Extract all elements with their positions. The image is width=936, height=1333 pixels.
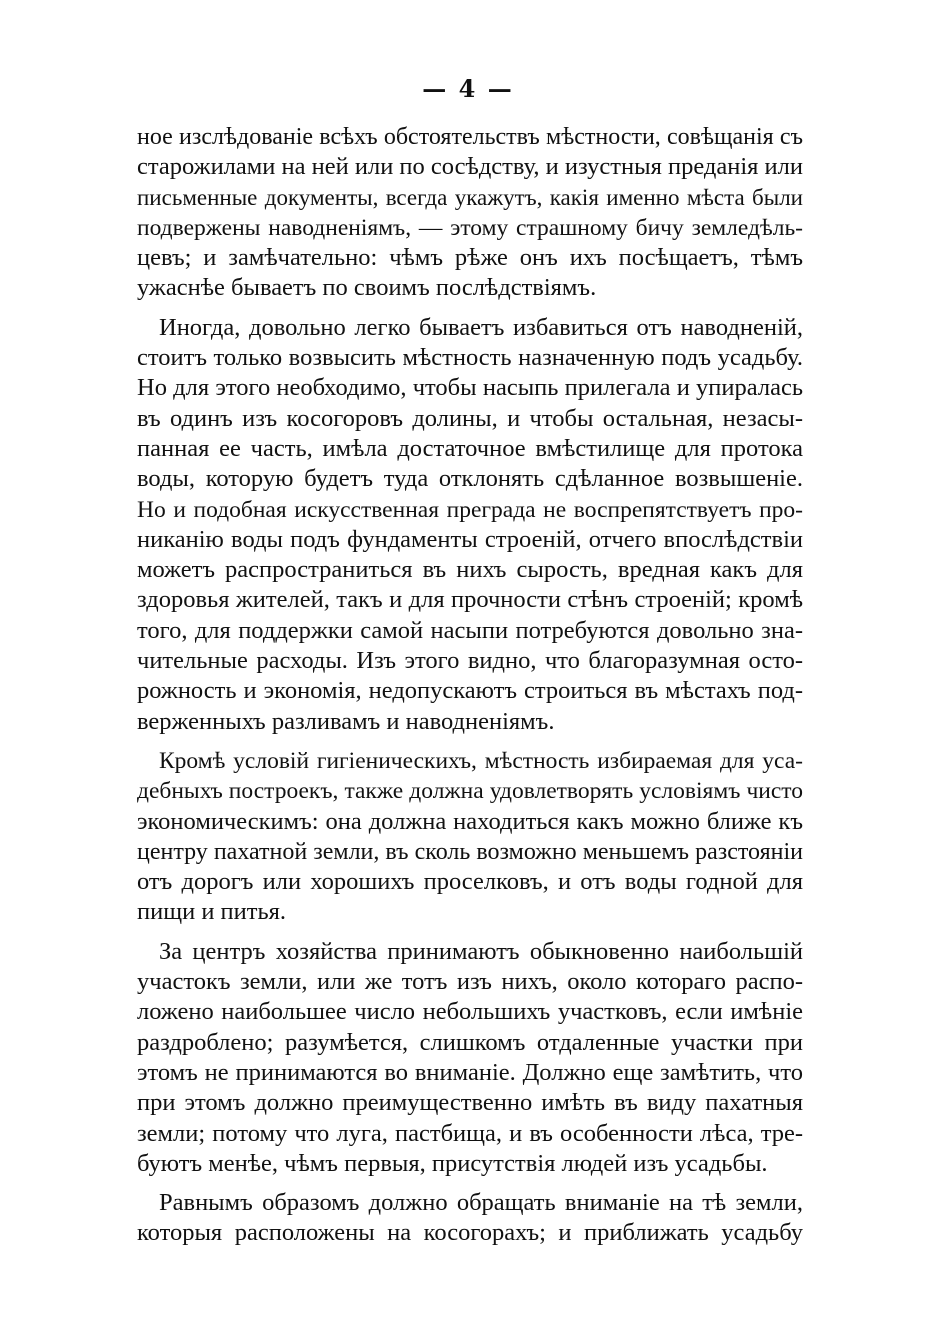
text-line: стоитъ только возвысить мѣстность назначенную подъ усадьбу.	[137, 344, 803, 372]
text-line: подвержены наводненіямъ, — этому страшному бичу земледѣль-	[137, 214, 803, 241]
text-line: Но для этого необходимо, чтобы насыпь прилегала и упиралась	[137, 374, 803, 402]
text-line: можетъ распространиться въ нихъ сырость, вредная какъ для	[137, 556, 803, 584]
text-line: Равнымъ образомъ должно обращать вниманіе на тѣ земли,	[159, 1189, 803, 1217]
text-line: земли; потому что луга, пастбища, и въ особенности лѣса, тре-	[137, 1119, 803, 1147]
paragraph-2	[137, 313, 803, 737]
text-line: этомъ не принимаются во вниманіе. Должно еще замѣтить, что	[137, 1058, 803, 1086]
text-line: отъ дорогъ или хорошихъ проселковъ, и отъ воды годной для	[137, 868, 803, 896]
text-line: въ одинъ изъ косогоровъ долины, и чтобы остальная, незасы-	[137, 404, 803, 432]
text-line: Иногда, довольно легко бываетъ избавиться отъ наводненій,	[159, 313, 803, 341]
text-line: которыя расположены на косогорахъ; и приближать усадьбу	[137, 1219, 803, 1247]
text-line: никанію воды подъ фундаменты строеній, отчего впослѣдствіи	[137, 525, 803, 553]
text-line: Кромѣ условій гигіеническихъ, мѣстность избираемая для уса-	[159, 747, 803, 774]
text-line: воды, которую будетъ туда отклонять сдѣланное возвышеніе.	[137, 465, 803, 493]
text-line: участокъ земли, или же тотъ изъ нихъ, около котораго распо-	[137, 968, 803, 996]
text-line: раздроблено; разумѣется, слишкомъ отдаленные участки при	[137, 1028, 803, 1056]
text-line: За центръ хозяйства принимаютъ обыкновенно наибольшій	[159, 937, 803, 965]
text-line: Но и подобная искусственная преграда не воспрепятствуетъ про-	[137, 496, 803, 523]
page-number: — 4 —	[422, 74, 514, 103]
text-line: панная ее часть, имѣла достаточное вмѣстилище для протока	[137, 434, 803, 462]
paragraph-1	[137, 122, 803, 304]
text-line: здоровья жителей, такъ и для прочности стѣнъ строеній; кромѣ	[137, 586, 803, 614]
paragraph-5	[137, 1188, 803, 1249]
text-line: цевъ; и замѣчательно: чѣмъ рѣже онъ ихъ посѣщаетъ, тѣмъ	[137, 244, 803, 272]
text-line: центру пахатной земли, въ сколь возможно меньшемъ разстояніи	[137, 838, 803, 865]
paragraph-4	[137, 937, 803, 1179]
text-line: чительные расходы. Изъ этого видно, что благоразумная осто-	[137, 647, 803, 675]
text-line: старожилами на ней или по сосѣдству, и изустныя преданія или	[137, 153, 803, 181]
paragraph-3	[137, 746, 803, 928]
text-line: дебныхъ построекъ, также должна удовлетворять условіямъ чисто	[137, 778, 803, 805]
body-text	[137, 122, 803, 1249]
text-line: рожность и экономія, недопускаютъ строиться въ мѣстахъ под-	[137, 677, 803, 705]
text-line: верженныхъ разливамъ и наводненіямъ.	[137, 707, 555, 735]
text-line: буютъ менѣе, чѣмъ первыя, присутствія людей изъ усадьбы.	[137, 1149, 768, 1177]
text-line: того, для поддержки самой насыпи потребуются довольно зна-	[137, 616, 803, 644]
text-line: ужаснѣе бываетъ по своимъ послѣдствіямъ.	[137, 274, 597, 302]
text-line: пищи и питья.	[137, 898, 287, 926]
text-line: ное изслѣдованіе всѣхъ обстоятельствъ мѣстности, совѣщанія съ	[137, 124, 803, 150]
text-line: ложено наибольшее число небольшихъ участковъ, если имѣніе	[137, 998, 803, 1026]
text-line: экономическимъ: она должна находиться какъ можно ближе къ	[137, 807, 803, 835]
text-line: при этомъ должно преимущественно имѣть въ виду пахатныя	[137, 1089, 803, 1117]
text-line: письменные документы, всегда укажутъ, какія именно мѣста были	[137, 184, 803, 210]
